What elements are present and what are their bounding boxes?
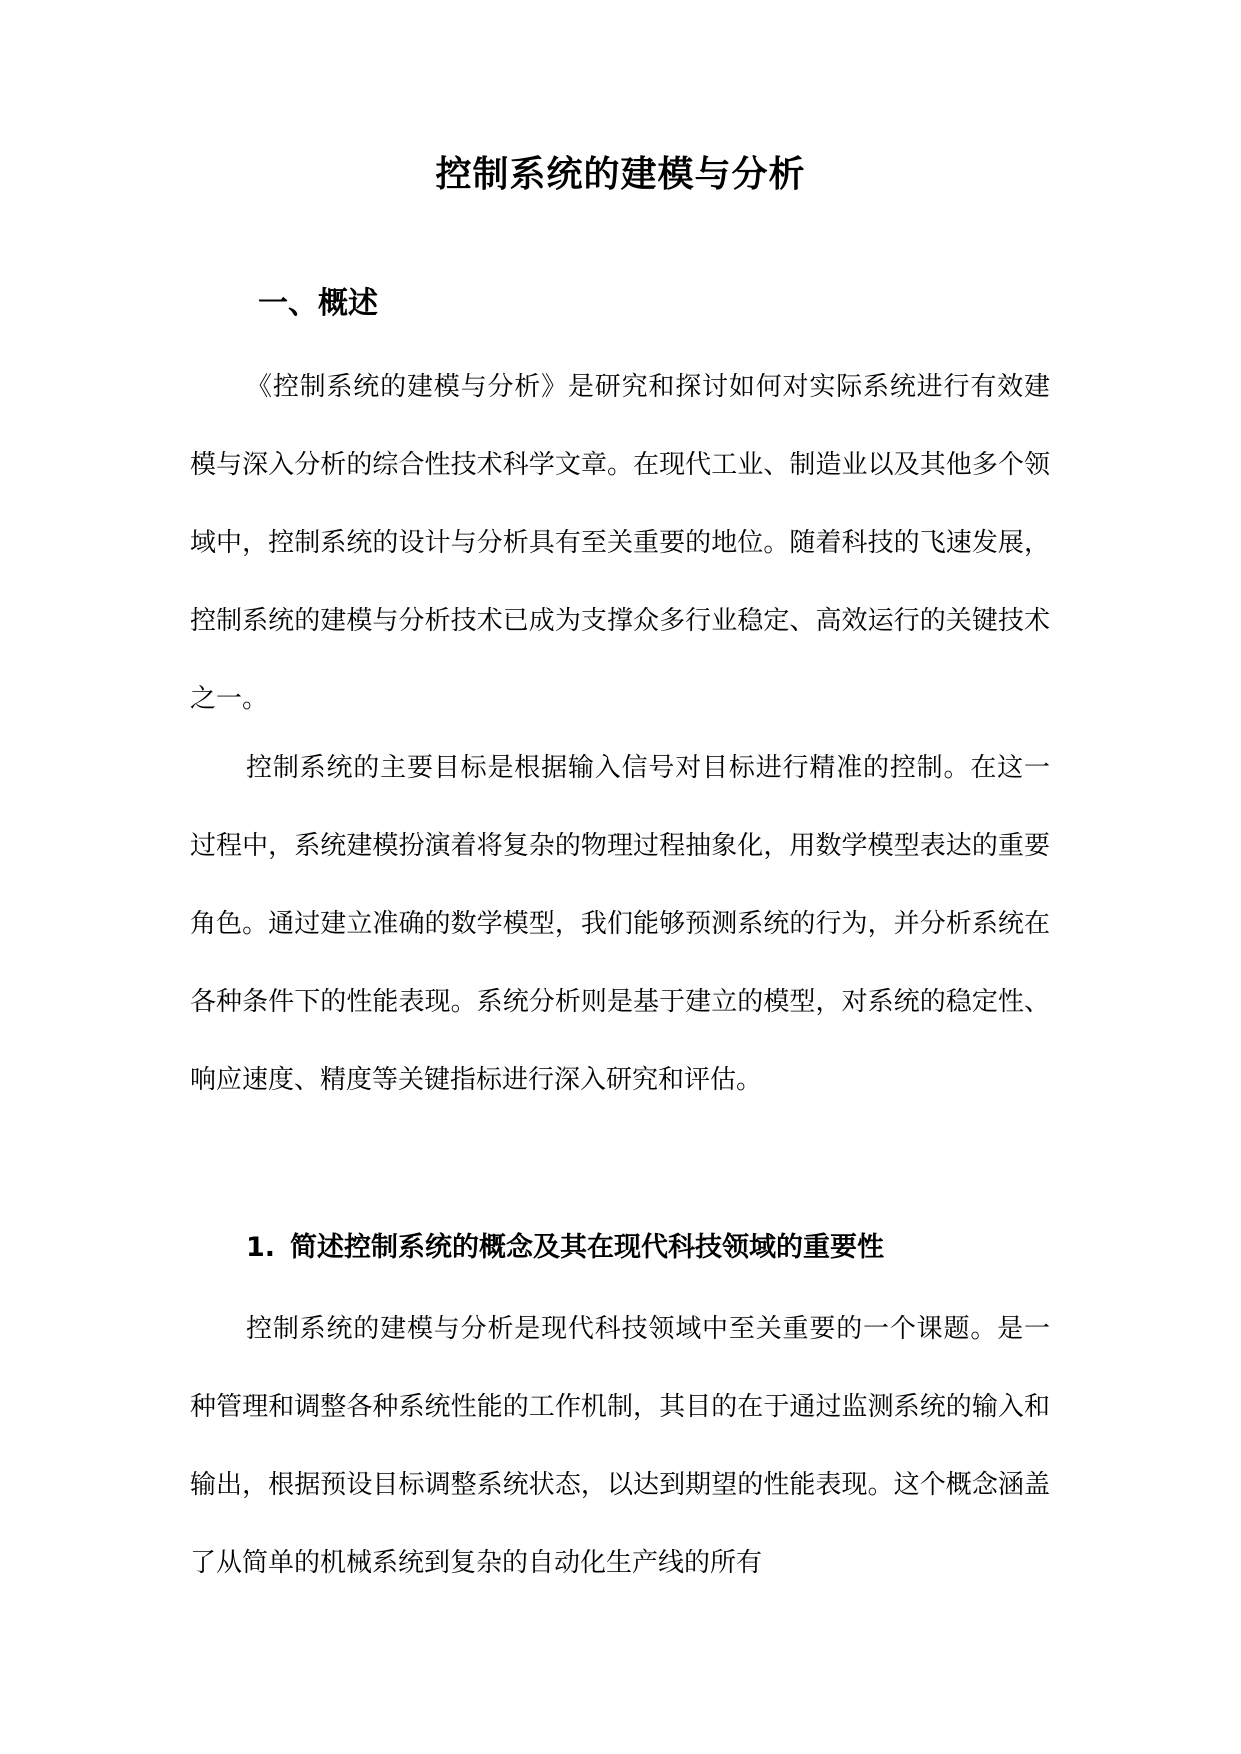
overview-paragraph-2: 控制系统的主要目标是根据输入信号对目标进行精准的控制。在这一过程中，系统建模扮演着将复杂的物理过程抽象化，用数学模型表达的重要角色。通过建立准确的数学模型，我们能够预测系统的行为，并分析系统在各种条件下的性能表现。系统分析则是基于建立的模型，对系统的稳定性、响应速度、精度等关键指标进行深入研究和评估。 — [190, 753, 1050, 1095]
subsection-heading-text: 简述控制系统的概念及其在现代科技领域的重要性 — [290, 1232, 884, 1263]
document-title: 控制系统的建模与分析 — [435, 154, 806, 195]
subsection-number: 1. — [246, 1232, 276, 1263]
subsection-heading-concept — [246, 1228, 884, 1268]
section-heading-overview: 一、概述 — [258, 286, 378, 321]
overview-paragraph-1: 《控制系统的建模与分析》是研究和探讨如何对实际系统进行有效建模与深入分析的综合性技术科学文章。在现代工业、制造业以及其他多个领域中，控制系统的设计与分析具有至关重要的地位。随着科技的飞速发展，控制系统的建模与分析技术已成为支撑众多行业稳定、高效运行的关键技术之一。 — [190, 372, 1050, 714]
concept-paragraph-1: 控制系统的建模与分析是现代科技领域中至关重要的一个课题。是一种管理和调整各种系统性能的工作机制，其目的在于通过监测系统的输入和输出，根据预设目标调整系统状态，以达到期望的性能表现。这个概念涵盖了从简单的机械系统到复杂的自动化生产线的所有 — [190, 1314, 1050, 1578]
